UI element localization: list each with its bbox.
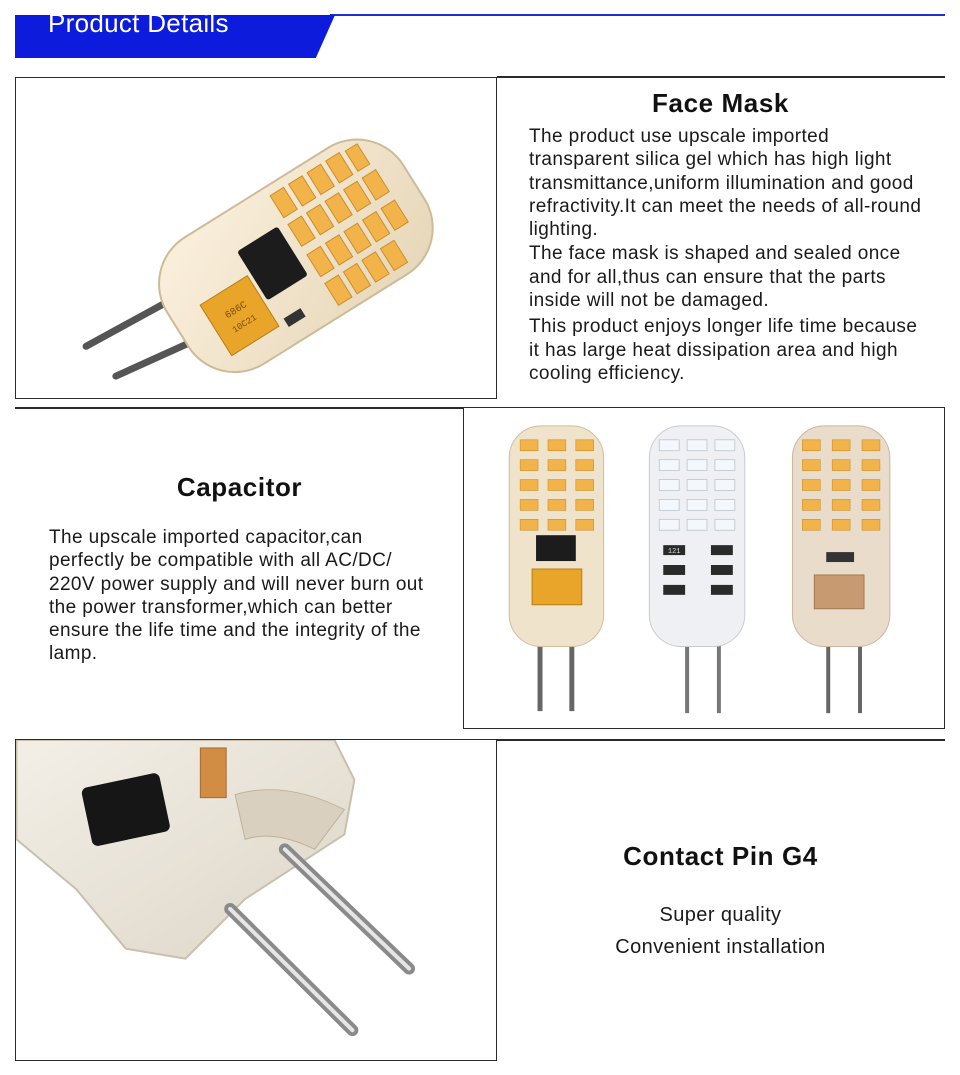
pin-closeup-illustration bbox=[16, 740, 496, 1060]
banner-title: Product Details bbox=[48, 8, 229, 38]
capacitor-sub-marking: 10C21 bbox=[230, 312, 259, 336]
silicone-body bbox=[138, 119, 453, 393]
face-mask-title: Face Mask bbox=[652, 88, 789, 118]
bulb-amber-capacitor bbox=[509, 426, 603, 711]
bulb-closeup-illustration bbox=[16, 78, 496, 398]
capacitor-description: The upscale imported capacitor,can perfectly be compatible with all AC/DC/ 220V power supply and will never burn out the power transformer,which can better ensure the life time and the integrity of the lamp. bbox=[49, 527, 424, 665]
capacitor-rule bbox=[15, 407, 464, 409]
contact-pin-photo bbox=[15, 739, 497, 1061]
face-mask-description bbox=[529, 125, 924, 385]
copper-tab bbox=[200, 748, 226, 798]
face-mask-photo bbox=[15, 77, 497, 399]
capacitor-marking: 686C bbox=[223, 299, 250, 322]
contact-pin-rule bbox=[497, 739, 945, 741]
header-rule bbox=[330, 14, 945, 16]
silicone-base bbox=[16, 740, 354, 959]
bulb-white-chips bbox=[649, 426, 744, 713]
face-mask-paragraph-1: The product use upscale imported transparent silica gel which has high light transmittance,uniform illumination and good refractivity.It can meet the needs of all-round lighting. bbox=[529, 126, 922, 241]
three-bulbs-illustration bbox=[464, 408, 944, 728]
contact-pin-title: Contact Pin G4 bbox=[623, 841, 818, 871]
capacitor-title: Capacitor bbox=[176, 472, 303, 502]
face-mask-paragraph-3: This product enjoys longer life time because it has large heat dissipation area and high cooling efficiency. bbox=[529, 316, 918, 384]
feature-convenient-installation: Convenient installation bbox=[615, 936, 826, 958]
feature-super-quality: Super quality bbox=[659, 904, 782, 926]
capacitor-photo bbox=[463, 407, 945, 729]
bulb-warm-regulator bbox=[792, 426, 889, 713]
face-mask-paragraph-2: The face mask is shaped and sealed once and for all,thus can ensure that the parts inside will not be damaged. bbox=[529, 243, 901, 312]
chip-marking: 121 bbox=[667, 548, 681, 557]
face-mask-rule bbox=[497, 76, 945, 78]
